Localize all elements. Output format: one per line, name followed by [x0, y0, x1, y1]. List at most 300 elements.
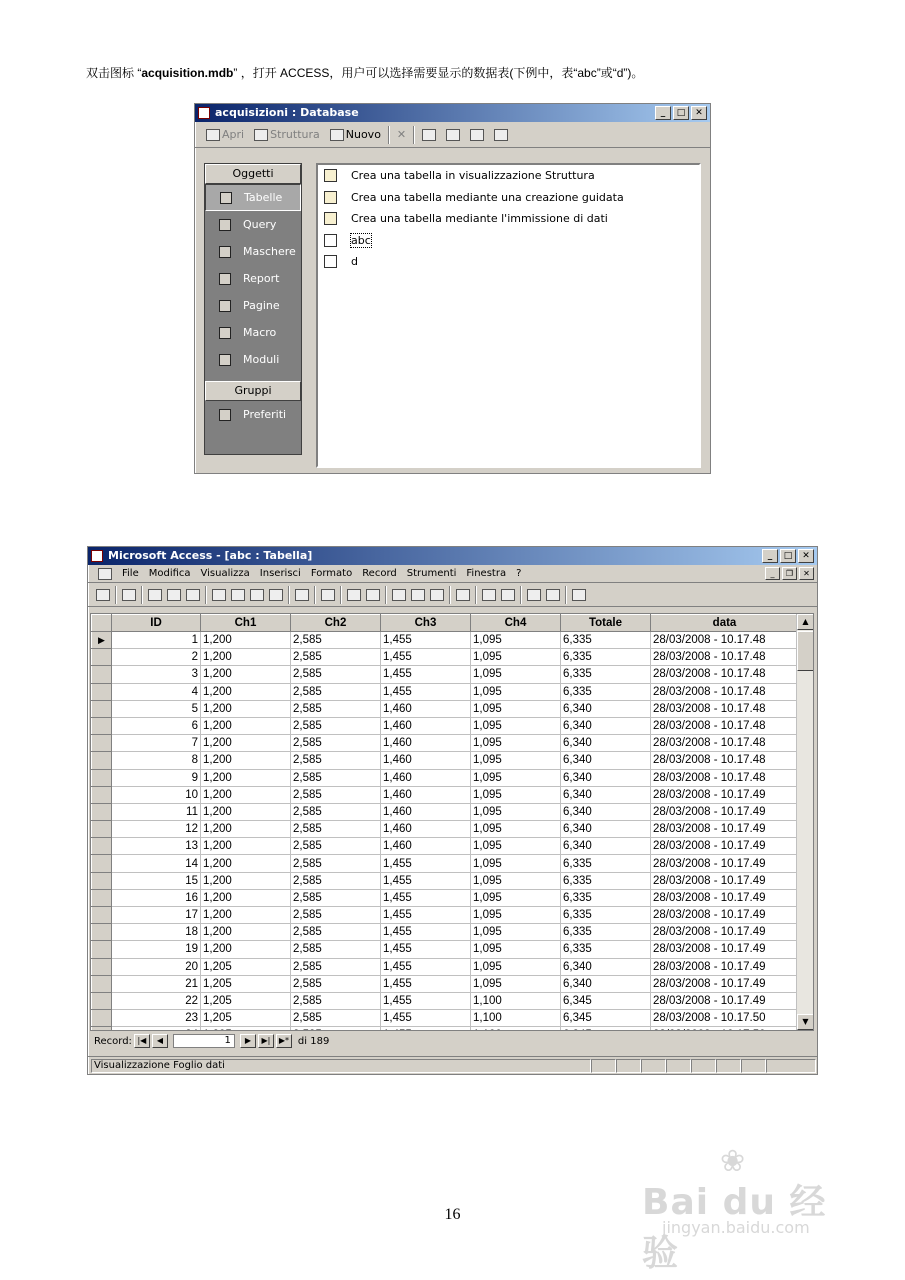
- table-cell[interactable]: 1,200: [201, 855, 291, 872]
- row-selector[interactable]: [92, 769, 112, 786]
- db-title-bar: acquisizioni : Database _ □ ✕: [195, 104, 710, 122]
- table-cell[interactable]: 17: [112, 907, 201, 924]
- table-cell[interactable]: 1,455: [381, 958, 471, 975]
- table-cell[interactable]: 3: [112, 666, 201, 683]
- table-cell[interactable]: 6,340: [561, 752, 651, 769]
- child-minimize-button[interactable]: _: [765, 567, 780, 580]
- list-item[interactable]: Crea una tabella in visualizzazione Struttura: [318, 165, 699, 187]
- table-cell[interactable]: 9: [112, 769, 201, 786]
- database-window-icon[interactable]: [527, 589, 541, 601]
- table-row[interactable]: [92, 941, 799, 958]
- first-record-button[interactable]: |◀: [134, 1034, 150, 1048]
- menu-format[interactable]: Formato: [310, 568, 353, 579]
- object-queries[interactable]: Query: [205, 211, 301, 238]
- table-cell[interactable]: 28/03/2008 - 10.17.49: [651, 924, 799, 941]
- table-cell[interactable]: 1,200: [201, 752, 291, 769]
- row-selector[interactable]: [92, 803, 112, 820]
- table-cell[interactable]: 1,095: [471, 632, 561, 649]
- table-cell[interactable]: 1,095: [471, 735, 561, 752]
- last-record-button[interactable]: ▶|: [258, 1034, 274, 1048]
- table-cell[interactable]: 1,460: [381, 821, 471, 838]
- spelling-icon[interactable]: [186, 589, 200, 601]
- save-icon[interactable]: [122, 589, 136, 601]
- scroll-thumb[interactable]: [797, 631, 814, 671]
- filter-selection-icon[interactable]: [392, 589, 406, 601]
- table-cell[interactable]: 2: [112, 649, 201, 666]
- table-cell[interactable]: 1,095: [471, 803, 561, 820]
- table-cell[interactable]: 6: [112, 717, 201, 734]
- table-cell[interactable]: 1,095: [471, 855, 561, 872]
- table-row[interactable]: [92, 666, 799, 683]
- table-cell[interactable]: 1,455: [381, 1010, 471, 1027]
- object-pages[interactable]: Pagine: [205, 292, 301, 319]
- table-cell[interactable]: 1,200: [201, 700, 291, 717]
- table-cell[interactable]: 1,460: [381, 752, 471, 769]
- large-icons-button[interactable]: [419, 128, 439, 142]
- list-item[interactable]: Crea una tabella mediante una creazione guidata: [318, 187, 699, 209]
- table-cell[interactable]: 6,345: [561, 992, 651, 1009]
- table-cell[interactable]: 19: [112, 941, 201, 958]
- table-cell[interactable]: 1,455: [381, 683, 471, 700]
- table-cell[interactable]: 1,095: [471, 838, 561, 855]
- row-selector[interactable]: [92, 1010, 112, 1027]
- table-cell[interactable]: 1,095: [471, 700, 561, 717]
- table-cell[interactable]: 1,095: [471, 752, 561, 769]
- table-row[interactable]: [92, 907, 799, 924]
- form-icon: [219, 246, 231, 258]
- next-record-button[interactable]: ▶: [240, 1034, 256, 1048]
- table-cell[interactable]: 1,455: [381, 872, 471, 889]
- table-cell[interactable]: 1,455: [381, 855, 471, 872]
- table-cell[interactable]: 11: [112, 803, 201, 820]
- open-button[interactable]: Apri: [203, 127, 247, 142]
- list-item[interactable]: d: [318, 251, 699, 273]
- sort-ascending-icon[interactable]: [347, 589, 361, 601]
- menu-view[interactable]: Visualizza: [200, 568, 250, 579]
- table-cell[interactable]: 6,345: [561, 1010, 651, 1027]
- table-cell[interactable]: 1,460: [381, 717, 471, 734]
- table-row[interactable]: [92, 649, 799, 666]
- row-selector[interactable]: [92, 941, 112, 958]
- table-cell[interactable]: 5: [112, 700, 201, 717]
- design-button[interactable]: Struttura: [251, 127, 323, 142]
- row-selector[interactable]: [92, 735, 112, 752]
- table-cell[interactable]: 1,095: [471, 975, 561, 992]
- table-cell[interactable]: 22: [112, 992, 201, 1009]
- table-cell[interactable]: 1,095: [471, 872, 561, 889]
- table-cell[interactable]: 28/03/2008 - 10.17.48: [651, 700, 799, 717]
- scroll-down-button[interactable]: ▼: [797, 1014, 814, 1030]
- child-close-button[interactable]: ✕: [799, 567, 814, 580]
- table-cell[interactable]: 1,200: [201, 649, 291, 666]
- child-restore-button[interactable]: ❐: [782, 567, 797, 580]
- table-cell[interactable]: 15: [112, 872, 201, 889]
- row-selector[interactable]: [92, 752, 112, 769]
- table-cell[interactable]: 1,095: [471, 924, 561, 941]
- table-cell[interactable]: 28/03/2008 - 10.17.48: [651, 735, 799, 752]
- table-cell[interactable]: 6,335: [561, 872, 651, 889]
- table-cell[interactable]: 2,585: [291, 700, 381, 717]
- table-cell[interactable]: 1,095: [471, 889, 561, 906]
- details-view-button[interactable]: [491, 128, 511, 142]
- col-header-ch2[interactable]: Ch2: [291, 615, 381, 632]
- print-icon[interactable]: [148, 589, 162, 601]
- row-selector[interactable]: [92, 992, 112, 1009]
- table-cell[interactable]: 1,460: [381, 769, 471, 786]
- table-cell[interactable]: 2,585: [291, 958, 381, 975]
- table-cell[interactable]: 28/03/2008 - 10.17.49: [651, 786, 799, 803]
- table-cell[interactable]: 23: [112, 1010, 201, 1027]
- prev-record-button[interactable]: ◀: [152, 1034, 168, 1048]
- table-cell[interactable]: 2,585: [291, 941, 381, 958]
- vertical-scrollbar[interactable]: [796, 614, 813, 1030]
- row-selector[interactable]: [92, 889, 112, 906]
- table-cell[interactable]: 6,335: [561, 632, 651, 649]
- table-cell[interactable]: 28/03/2008 - 10.17.49: [651, 992, 799, 1009]
- table-cell[interactable]: 18: [112, 924, 201, 941]
- table-cell[interactable]: 2,585: [291, 649, 381, 666]
- table-cell[interactable]: 1,200: [201, 821, 291, 838]
- table-cell[interactable]: 6,340: [561, 821, 651, 838]
- minimize-button[interactable]: _: [762, 549, 778, 563]
- table-cell[interactable]: 6,340: [561, 786, 651, 803]
- row-selector[interactable]: ▶: [92, 632, 112, 649]
- col-header-totale[interactable]: Totale: [561, 615, 651, 632]
- list-view-button[interactable]: [467, 128, 487, 142]
- col-header-ch4[interactable]: Ch4: [471, 615, 561, 632]
- table-cell[interactable]: 20: [112, 958, 201, 975]
- paste-icon[interactable]: [250, 589, 264, 601]
- col-header-data[interactable]: data: [651, 615, 799, 632]
- table-cell[interactable]: 1,205: [201, 975, 291, 992]
- table-row[interactable]: [92, 752, 799, 769]
- table-cell[interactable]: 1,095: [471, 821, 561, 838]
- row-selector[interactable]: [92, 786, 112, 803]
- table-cell[interactable]: [291, 1027, 381, 1031]
- format-painter-icon[interactable]: [269, 589, 283, 601]
- table-cell[interactable]: 1,205: [201, 992, 291, 1009]
- cut-icon[interactable]: [212, 589, 226, 601]
- table-cell[interactable]: 2,585: [291, 803, 381, 820]
- table-cell[interactable]: 2,585: [291, 975, 381, 992]
- menu-insert[interactable]: Inserisci: [259, 568, 301, 579]
- table-cell[interactable]: 1,200: [201, 786, 291, 803]
- table-cell[interactable]: 2,585: [291, 1010, 381, 1027]
- table-cell[interactable]: 1,095: [471, 649, 561, 666]
- table-cell[interactable]: 10: [112, 786, 201, 803]
- table-cell[interactable]: 2,585: [291, 786, 381, 803]
- table-row[interactable]: [92, 700, 799, 717]
- group-favorites[interactable]: Preferiti: [205, 401, 301, 428]
- table-cell[interactable]: [471, 1027, 561, 1031]
- table-cell[interactable]: 28/03/2008 - 10.17.48: [651, 717, 799, 734]
- object-macros[interactable]: Macro: [205, 319, 301, 346]
- table-cell[interactable]: 1,205: [201, 958, 291, 975]
- table-cell[interactable]: 1,455: [381, 666, 471, 683]
- table-row[interactable]: [92, 735, 799, 752]
- table-cell[interactable]: 2,585: [291, 838, 381, 855]
- table-cell[interactable]: 28/03/2008 - 10.17.49: [651, 889, 799, 906]
- menu-edit[interactable]: Modifica: [148, 568, 191, 579]
- table-cell[interactable]: 6,335: [561, 924, 651, 941]
- copy-icon[interactable]: [231, 589, 245, 601]
- table-cell[interactable]: 2,585: [291, 992, 381, 1009]
- table-cell[interactable]: 6,340: [561, 717, 651, 734]
- table-cell[interactable]: 2,585: [291, 632, 381, 649]
- col-header-id[interactable]: ID: [112, 615, 201, 632]
- table-cell[interactable]: 28/03/2008 - 10.17.49: [651, 838, 799, 855]
- table-cell[interactable]: 1,200: [201, 941, 291, 958]
- table-cell[interactable]: 1,095: [471, 666, 561, 683]
- col-header-ch1[interactable]: Ch1: [201, 615, 291, 632]
- table-cell[interactable]: 1,200: [201, 889, 291, 906]
- table-cell[interactable]: 1,460: [381, 735, 471, 752]
- table-cell[interactable]: 6,335: [561, 889, 651, 906]
- row-selector[interactable]: [92, 717, 112, 734]
- object-modules[interactable]: Moduli: [205, 346, 301, 373]
- table-cell[interactable]: 16: [112, 889, 201, 906]
- close-button[interactable]: ✕: [691, 106, 707, 120]
- table-row[interactable]: [92, 838, 799, 855]
- help-icon[interactable]: [572, 589, 586, 601]
- table-cell[interactable]: 28/03/2008 - 10.17.48: [651, 632, 799, 649]
- table-cell[interactable]: 28/03/2008 - 10.17.48: [651, 752, 799, 769]
- apply-filter-icon[interactable]: [430, 589, 444, 601]
- row-selector[interactable]: [92, 907, 112, 924]
- table-cell[interactable]: 2,585: [291, 821, 381, 838]
- table-cell[interactable]: 13: [112, 838, 201, 855]
- new-object-icon[interactable]: [546, 589, 560, 601]
- new-record-icon[interactable]: [482, 589, 496, 601]
- table-cell[interactable]: 6,340: [561, 958, 651, 975]
- table-cell[interactable]: 28/03/2008 - 10.17.49: [651, 941, 799, 958]
- minimize-button[interactable]: _: [655, 106, 671, 120]
- table-cell[interactable]: 6,340: [561, 735, 651, 752]
- table-row[interactable]: [92, 786, 799, 803]
- row-selector[interactable]: [92, 958, 112, 975]
- record-number-input[interactable]: 1: [173, 1034, 235, 1048]
- table-row[interactable]: [92, 855, 799, 872]
- delete-record-icon[interactable]: [501, 589, 515, 601]
- table-cell[interactable]: 1,200: [201, 907, 291, 924]
- table-cell[interactable]: 28/03/2008 - 10.17.49: [651, 803, 799, 820]
- table-cell[interactable]: 1,095: [471, 769, 561, 786]
- table-row[interactable]: [92, 924, 799, 941]
- table-cell[interactable]: [651, 1027, 799, 1031]
- new-button[interactable]: Nuovo: [327, 127, 384, 142]
- find-icon[interactable]: [456, 589, 470, 601]
- row-selector[interactable]: [92, 855, 112, 872]
- table-cell[interactable]: 6,335: [561, 683, 651, 700]
- table-cell[interactable]: 1,200: [201, 717, 291, 734]
- table-cell[interactable]: 2,585: [291, 872, 381, 889]
- table-row[interactable]: [92, 821, 799, 838]
- table-cell[interactable]: 1,205: [201, 1010, 291, 1027]
- table-cell[interactable]: 21: [112, 975, 201, 992]
- table-cell[interactable]: 1,200: [201, 769, 291, 786]
- table-cell[interactable]: 4: [112, 683, 201, 700]
- table-cell[interactable]: 7: [112, 735, 201, 752]
- table-cell[interactable]: [381, 1027, 471, 1031]
- maximize-button[interactable]: □: [673, 106, 689, 120]
- table-cell[interactable]: 1,455: [381, 907, 471, 924]
- table-cell[interactable]: [112, 1027, 201, 1031]
- table-cell[interactable]: 28/03/2008 - 10.17.48: [651, 666, 799, 683]
- menu-tools[interactable]: Strumenti: [406, 568, 457, 579]
- table-cell[interactable]: 1,200: [201, 924, 291, 941]
- list-item[interactable]: Crea una tabella mediante l'immissione di dati: [318, 208, 699, 230]
- table-cell[interactable]: 1,095: [471, 683, 561, 700]
- table-cell[interactable]: 2,585: [291, 907, 381, 924]
- table-cell[interactable]: 1,200: [201, 872, 291, 889]
- row-selector[interactable]: [92, 924, 112, 941]
- row-selector[interactable]: [92, 700, 112, 717]
- table-cell[interactable]: 1,455: [381, 649, 471, 666]
- table-cell[interactable]: 6,340: [561, 838, 651, 855]
- row-selector[interactable]: [92, 872, 112, 889]
- table-cell[interactable]: 14: [112, 855, 201, 872]
- table-cell[interactable]: 1,460: [381, 700, 471, 717]
- corner-selector[interactable]: [92, 615, 112, 632]
- table-cell[interactable]: 6,335: [561, 649, 651, 666]
- table-cell[interactable]: 28/03/2008 - 10.17.49: [651, 872, 799, 889]
- table-cell[interactable]: 2,585: [291, 855, 381, 872]
- table-row[interactable]: [92, 803, 799, 820]
- table-cell[interactable]: 1,200: [201, 666, 291, 683]
- table-cell[interactable]: 2,585: [291, 683, 381, 700]
- table-row[interactable]: [92, 872, 799, 889]
- table-row[interactable]: [92, 632, 799, 649]
- row-selector[interactable]: [92, 683, 112, 700]
- object-forms[interactable]: Maschere: [205, 238, 301, 265]
- table-cell[interactable]: 28/03/2008 - 10.17.49: [651, 821, 799, 838]
- table-cell[interactable]: 6,340: [561, 700, 651, 717]
- table-cell[interactable]: 2,585: [291, 735, 381, 752]
- table-cell[interactable]: 1,095: [471, 717, 561, 734]
- table-cell[interactable]: 1,200: [201, 735, 291, 752]
- table-cell[interactable]: 6,335: [561, 941, 651, 958]
- table-cell[interactable]: 28/03/2008 - 10.17.49: [651, 855, 799, 872]
- print-preview-icon[interactable]: [167, 589, 181, 601]
- table-cell[interactable]: 6,335: [561, 666, 651, 683]
- table-cell[interactable]: 1,100: [471, 992, 561, 1009]
- table-cell[interactable]: 1,455: [381, 924, 471, 941]
- table-cell[interactable]: 2,585: [291, 889, 381, 906]
- table-cell[interactable]: 12: [112, 821, 201, 838]
- table-cell[interactable]: 1,455: [381, 975, 471, 992]
- table-cell[interactable]: 8: [112, 752, 201, 769]
- table-cell[interactable]: 1: [112, 632, 201, 649]
- sort-descending-icon[interactable]: [366, 589, 380, 601]
- scroll-up-button[interactable]: ▲: [797, 614, 814, 630]
- table-cell[interactable]: 1,455: [381, 941, 471, 958]
- hyperlink-icon[interactable]: [321, 589, 335, 601]
- table-cell[interactable]: 1,460: [381, 786, 471, 803]
- table-cell[interactable]: 28/03/2008 - 10.17.50: [651, 1010, 799, 1027]
- menu-record[interactable]: Record: [362, 568, 397, 579]
- close-button[interactable]: ✕: [798, 549, 814, 563]
- table-cell[interactable]: 6,335: [561, 855, 651, 872]
- maximize-button[interactable]: □: [780, 549, 796, 563]
- objects-header[interactable]: Oggetti: [205, 164, 301, 184]
- table-cell[interactable]: 2,585: [291, 752, 381, 769]
- row-selector[interactable]: [92, 838, 112, 855]
- table-cell[interactable]: 6,340: [561, 975, 651, 992]
- table-cell[interactable]: 1,095: [471, 958, 561, 975]
- table-cell[interactable]: 28/03/2008 - 10.17.49: [651, 975, 799, 992]
- table-cell[interactable]: [561, 1027, 651, 1031]
- menu-window[interactable]: Finestra: [466, 568, 507, 579]
- table-cell[interactable]: 6,335: [561, 907, 651, 924]
- menu-help[interactable]: ?: [516, 568, 522, 579]
- table-cell[interactable]: 1,095: [471, 941, 561, 958]
- table-cell[interactable]: 1,095: [471, 786, 561, 803]
- table-row[interactable]: [92, 769, 799, 786]
- menu-file[interactable]: File: [122, 568, 139, 579]
- row-selector[interactable]: [92, 649, 112, 666]
- list-item[interactable]: abc: [318, 230, 699, 252]
- table-cell[interactable]: 28/03/2008 - 10.17.49: [651, 958, 799, 975]
- table-cell[interactable]: 2,585: [291, 666, 381, 683]
- table-cell[interactable]: 2,585: [291, 924, 381, 941]
- object-tables[interactable]: Tabelle: [205, 184, 301, 211]
- table-cell[interactable]: 28/03/2008 - 10.17.49: [651, 907, 799, 924]
- table-cell[interactable]: 1,455: [381, 632, 471, 649]
- table-cell[interactable]: 2,585: [291, 769, 381, 786]
- table-cell[interactable]: 2,585: [291, 717, 381, 734]
- table-cell[interactable]: 1,200: [201, 632, 291, 649]
- table-cell[interactable]: 1,200: [201, 683, 291, 700]
- paw-icon: ❀: [720, 1144, 746, 1179]
- row-selector[interactable]: [92, 1027, 112, 1031]
- table-cell[interactable]: 1,455: [381, 889, 471, 906]
- col-header-ch3[interactable]: Ch3: [381, 615, 471, 632]
- object-reports[interactable]: Report: [205, 265, 301, 292]
- new-record-nav-button[interactable]: ▶*: [276, 1034, 292, 1048]
- table-cell[interactable]: 1,460: [381, 803, 471, 820]
- row-selector[interactable]: [92, 975, 112, 992]
- table-cell[interactable]: 28/03/2008 - 10.17.48: [651, 649, 799, 666]
- table-cell[interactable]: 28/03/2008 - 10.17.48: [651, 769, 799, 786]
- row-selector[interactable]: [92, 821, 112, 838]
- table-row[interactable]: [92, 958, 799, 975]
- table-row[interactable]: [92, 889, 799, 906]
- table-cell[interactable]: 1,095: [471, 907, 561, 924]
- table-row[interactable]: [92, 683, 799, 700]
- table-row[interactable]: [92, 717, 799, 734]
- table-cell[interactable]: 6,340: [561, 803, 651, 820]
- table-cell[interactable]: 1,200: [201, 803, 291, 820]
- table-cell[interactable]: 1,455: [381, 992, 471, 1009]
- delete-button[interactable]: ✕: [396, 128, 407, 141]
- small-icons-button[interactable]: [443, 128, 463, 142]
- table-cell[interactable]: 6,340: [561, 769, 651, 786]
- filter-form-icon[interactable]: [411, 589, 425, 601]
- table-cell[interactable]: [201, 1027, 291, 1031]
- view-icon[interactable]: [96, 589, 110, 601]
- table-row[interactable]: [92, 1027, 799, 1031]
- table-row[interactable]: [92, 1010, 799, 1027]
- table-cell[interactable]: 1,100: [471, 1010, 561, 1027]
- row-selector[interactable]: [92, 666, 112, 683]
- undo-icon[interactable]: [295, 589, 309, 601]
- table-cell[interactable]: 28/03/2008 - 10.17.48: [651, 683, 799, 700]
- table-row[interactable]: [92, 975, 799, 992]
- table-row[interactable]: [92, 992, 799, 1009]
- table-cell[interactable]: 1,460: [381, 838, 471, 855]
- table-cell[interactable]: 1,200: [201, 838, 291, 855]
- groups-header[interactable]: Gruppi: [205, 381, 301, 401]
